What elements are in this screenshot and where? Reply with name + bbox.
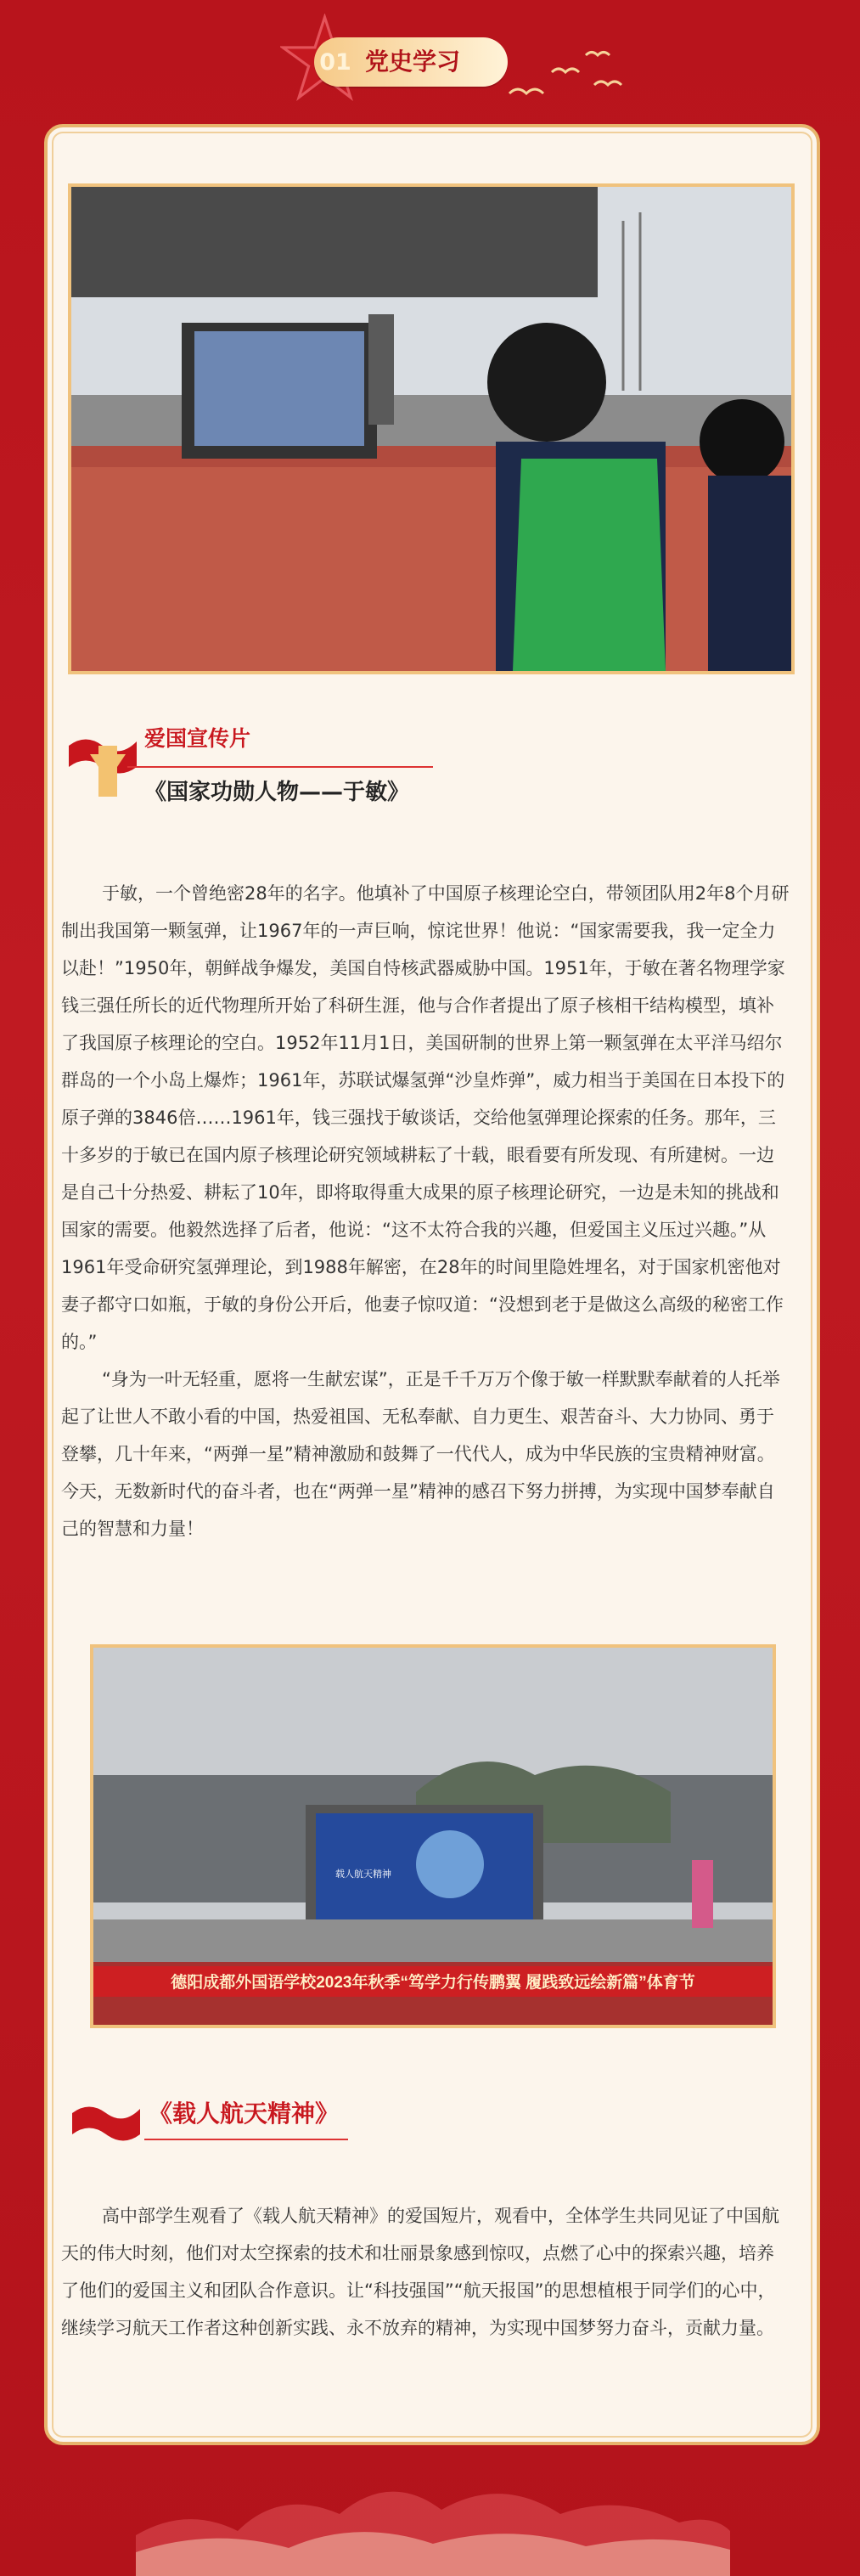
section-title-patriotic-film: 爱国宣传片: [144, 726, 251, 751]
photo-outdoor-screen: [90, 1644, 776, 2028]
section-title-space-spirit: 《载人航天精神》: [149, 2100, 340, 2128]
film-subtitle: 《国家功勋人物——于敏》: [144, 780, 410, 805]
mountain-decoration: [136, 2455, 730, 2576]
paragraph-text: “身为一叶无轻重，愿将一生献宏谋”，正是千千万万个像于敏一样默默奉献着的人托举起了让世人不敢小看的中国，热爱祖国、无私奉献、自力更生、艰苦奋斗、大力协同、勇于登攀，几十年来，“两弹一星”精神激励和鼓舞了一代代人，成为中华民族的宝贵精神财富。今天，无数新时代的奋斗者，也在“两弹一星”精神的感召下努力拼搏，为实现中国梦奉献自己的智慧和力量！: [61, 1369, 780, 1539]
outdoor-screen-image: [93, 1648, 773, 2025]
screen-caption: 载人航天精神: [335, 1869, 391, 1880]
section-header: [0, 0, 860, 119]
title-divider: [127, 766, 433, 768]
paragraph-yumin: [61, 875, 791, 1547]
flag-icon: [65, 729, 141, 797]
paragraph-text: 于敏，一个曾绝密28年的名字。他填补了中国原子核理论空白，带领团队用2年8个月研制出我国第一颗氢弹，让1967年的一声巨响，惊诧世界！他说：“国家需要我，我一定全力以赴！”1950年，朝鲜战争爆发，美国自恃核武器威胁中国。1951年，于敏在著名物理学家钱三强任所长的近代物理所开始了科研生涯，他与合作者提出了原子核相干结构模型，填补了我国原子核理论的空白。1952年11月1日，美国研制的世界上第一颗氢弹在太平洋马绍尔群岛的一个小岛上爆炸；1961年，苏联试爆氢弹“沙皇炸弹”，威力相当于美国在日本投下的原子弹的3846倍……1961年，钱三强找于敏谈话，交给他氢弹理论探索的任务。那年，三十多岁的于敏已在国内原子核理论研究领域耕耘了十载，眼看要有所发现、有所建树。一边是自己十分热爱、耕耘了10年，即将取得重大成果的原子核理论研究，一边是未知的挑战和国家的需要。他毅然选择了后者，他说：“这不太符合我的兴趣，但爱国主义压过兴趣。”从1961年受命研究氢弹理论，到1988年解密，在28年的时间里隐姓埋名，对于国家机密他对妻子都守口如瓶，于敏的身份公开后，他妻子惊叹道：“没想到老于是做这么高级的秘密工作的。”: [61, 883, 790, 1352]
paragraph-text: 高中部学生观看了《载人航天精神》的爱国短片，观看中，全体学生共同见证了中国航天的伟大时刻，他们对太空探索的技术和壮丽景象感到惊叹，点燃了心中的探索兴趣，培养了他们的爱国主义和团队合作意识。让“科技强国”“航天报国”的思想植根于同学们的心中，继续学习航天工作者这种创新实践、永不放弃的精神，为实现中国梦努力奋斗，贡献力量。: [61, 2206, 779, 2338]
students-field-image: [71, 187, 791, 671]
photo-students-watching: [68, 183, 795, 674]
flag-icon: [68, 2096, 144, 2156]
section-heading: 党史学习: [365, 48, 461, 76]
paragraph-space-spirit: [61, 2197, 791, 2347]
title-divider: [144, 2139, 348, 2140]
banner-text: 德阳成都外国语学校2023年秋季“笃学力行传鹏翼 履践致远绘新篇”体育节: [171, 1974, 695, 1992]
birds-icon: [501, 34, 628, 110]
section-number: 01: [319, 49, 351, 76]
